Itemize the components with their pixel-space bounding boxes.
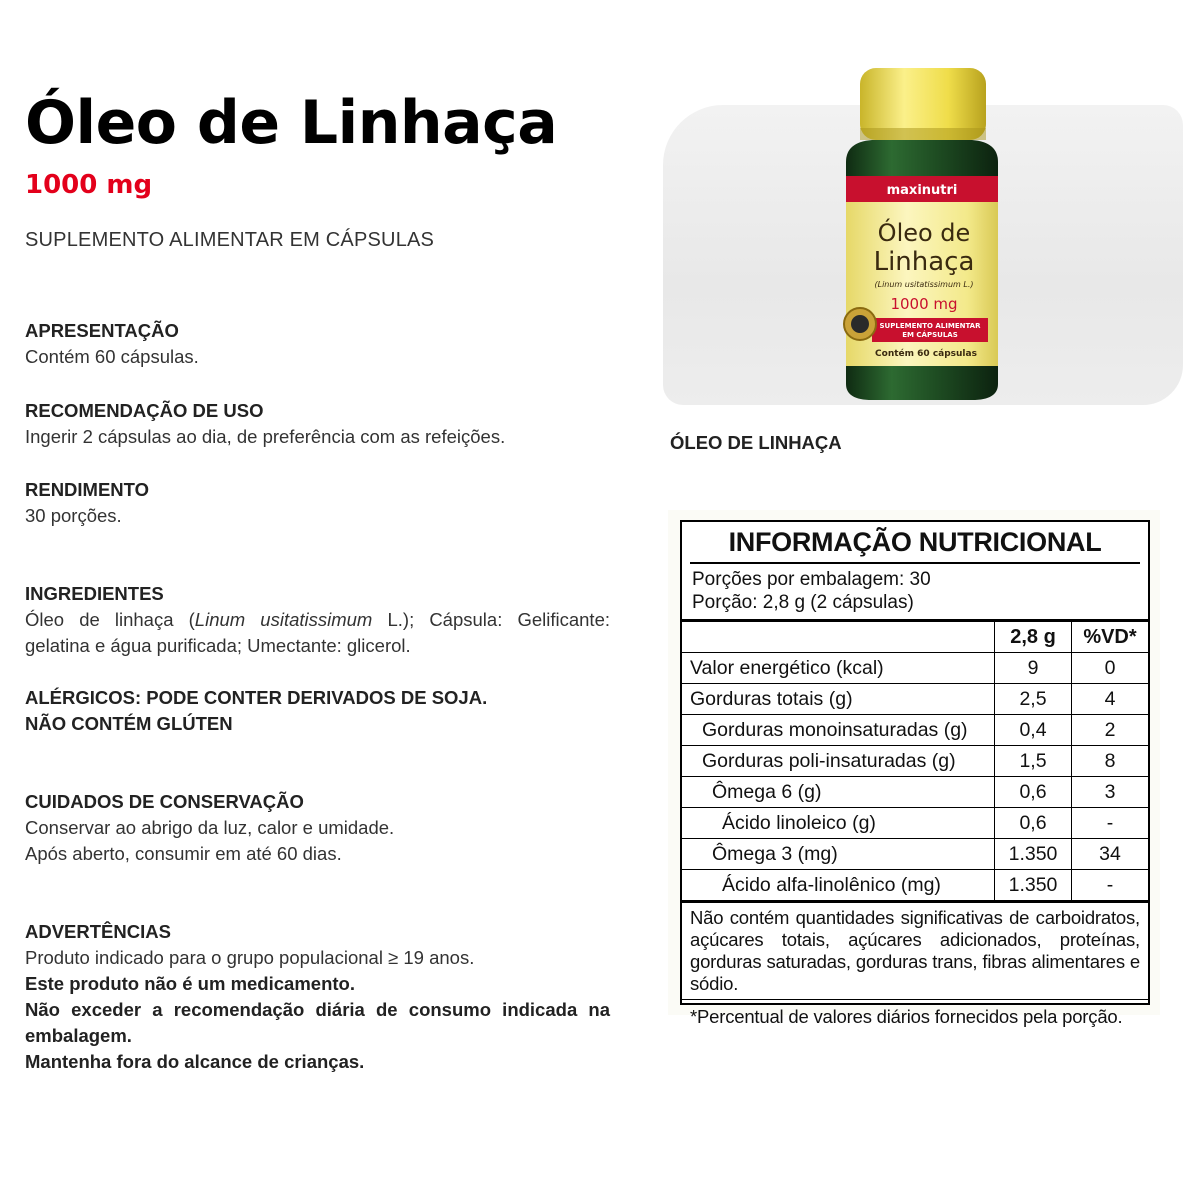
nutrition-row bbox=[682, 746, 1148, 777]
section-heading: RENDIMENTO bbox=[25, 479, 150, 500]
section-heading: CUIDADOS DE CONSERVAÇÃO bbox=[25, 791, 304, 812]
nutrition-row bbox=[682, 839, 1148, 870]
section-alergicos bbox=[25, 685, 610, 737]
nutrient-dv: 34 bbox=[1072, 839, 1149, 870]
serving-size: Porção: 2,8 g (2 cápsulas) bbox=[692, 592, 914, 613]
bottle-dose: 1000 mg bbox=[890, 295, 958, 313]
header-amount: 2,8 g bbox=[995, 622, 1072, 653]
nutrition-serving-info bbox=[682, 564, 1148, 622]
nutrition-footnote: *Percentual de valores diários fornecidos pela porção. bbox=[690, 1006, 1123, 1027]
nutrition-row bbox=[682, 870, 1148, 902]
nutrient-dv: - bbox=[1072, 808, 1149, 839]
ingredients-text-end: L.); Cápsula: Gelificante: gelatina e água purificada; Umectante: glicerol. bbox=[25, 609, 610, 656]
nutrition-row bbox=[682, 777, 1148, 808]
allergen-warning: ALÉRGICOS: PODE CONTER DERIVADOS DE SOJA. bbox=[25, 687, 488, 708]
servings-per-pack: Porções por embalagem: 30 bbox=[692, 569, 931, 590]
nutrient-amount: 0,6 bbox=[995, 808, 1072, 839]
section-text: Conservar ao abrigo da luz, calor e umidade. bbox=[25, 817, 395, 838]
section-recomendacao bbox=[25, 398, 610, 450]
section-text: Ingerir 2 cápsulas ao dia, de preferência com as refeições. bbox=[25, 426, 506, 447]
nutrition-row bbox=[682, 808, 1148, 839]
section-rendimento bbox=[25, 477, 610, 529]
nutrient-dv: 3 bbox=[1072, 777, 1149, 808]
warning-not-medicine: Este produto não é um medicamento. bbox=[25, 973, 355, 994]
nutrient-label: Gorduras totais (g) bbox=[682, 684, 995, 715]
nutrient-label: Ômega 6 (g) bbox=[682, 777, 995, 808]
nutrient-label: Ácido linoleico (g) bbox=[682, 808, 995, 839]
warning-dose-limit: Não exceder a recomendação diária de consumo indicada na embalagem. bbox=[25, 999, 610, 1046]
nutrient-label: Gorduras poli-insaturadas (g) bbox=[682, 746, 995, 777]
section-heading: ADVERTÊNCIAS bbox=[25, 921, 171, 942]
bottle-name-line2: Linhaça bbox=[873, 247, 975, 277]
product-caption: ÓLEO DE LINHAÇA bbox=[670, 432, 842, 453]
section-ingredientes bbox=[25, 581, 610, 659]
nutrition-row bbox=[682, 684, 1148, 715]
bottle-contents: Contém 60 cápsulas bbox=[875, 349, 977, 359]
section-heading: RECOMENDAÇÃO DE USO bbox=[25, 400, 264, 421]
nutrient-label: Ômega 3 (mg) bbox=[682, 839, 995, 870]
ingredients-text bbox=[25, 607, 610, 659]
header-daily-value: %VD* bbox=[1072, 622, 1149, 653]
nutrient-amount: 1,5 bbox=[995, 746, 1072, 777]
section-advertencias bbox=[25, 919, 610, 1075]
nutrition-row bbox=[682, 653, 1148, 684]
gluten-notice: NÃO CONTÉM GLÚTEN bbox=[25, 713, 233, 734]
section-text: 30 porções. bbox=[25, 505, 122, 526]
product-title: Óleo de Linhaça bbox=[25, 88, 558, 158]
bottle-band-line1: SUPLEMENTO ALIMENTAR bbox=[879, 322, 981, 330]
nutrient-amount: 0,4 bbox=[995, 715, 1072, 746]
section-heading: APRESENTAÇÃO bbox=[25, 320, 179, 341]
nutrition-facts-table bbox=[680, 520, 1150, 1027]
nutrient-amount: 1.350 bbox=[995, 839, 1072, 870]
section-heading: INGREDIENTES bbox=[25, 583, 164, 604]
nutrient-dv: 4 bbox=[1072, 684, 1149, 715]
bottle-brand: maxinutri bbox=[886, 183, 958, 198]
nutrient-dv: 8 bbox=[1072, 746, 1149, 777]
nutrient-dv: 2 bbox=[1072, 715, 1149, 746]
header-blank bbox=[682, 622, 995, 653]
nutrition-note: Não contém quantidades significativas de carboidratos, açúcares totais, açúcares adicionados, proteínas, gorduras saturadas, gorduras trans, fibras alimentares e sódio. bbox=[682, 903, 1148, 1000]
nutrition-header-row bbox=[682, 622, 1148, 653]
nutrient-dv: - bbox=[1072, 870, 1149, 902]
section-text: Após aberto, consumir em até 60 dias. bbox=[25, 843, 342, 864]
section-conservacao bbox=[25, 789, 610, 867]
section-apresentacao bbox=[25, 318, 610, 370]
nutrient-label: Gorduras monoinsaturadas (g) bbox=[682, 715, 995, 746]
bottle-latin: (Linum usitatissimum L.) bbox=[874, 280, 974, 289]
nutrient-label: Ácido alfa-linolênico (mg) bbox=[682, 870, 995, 902]
product-dose: 1000 mg bbox=[25, 170, 153, 200]
nutrient-dv: 0 bbox=[1072, 653, 1149, 684]
nutrition-rows bbox=[682, 622, 1148, 903]
section-text: Contém 60 cápsulas. bbox=[25, 346, 199, 367]
product-subtitle: SUPLEMENTO ALIMENTAR EM CÁPSULAS bbox=[25, 229, 435, 251]
nutrient-amount: 9 bbox=[995, 653, 1072, 684]
nutrition-row bbox=[682, 715, 1148, 746]
bottle-name-line1: Óleo de bbox=[877, 219, 971, 247]
nutrient-amount: 2,5 bbox=[995, 684, 1072, 715]
ingredients-latin-name: Linum usitatissimum bbox=[194, 609, 373, 630]
warning-children: Mantenha fora do alcance de crianças. bbox=[25, 1051, 365, 1072]
nutrient-amount: 0,6 bbox=[995, 777, 1072, 808]
product-bottle-image bbox=[832, 66, 1012, 402]
ingredients-text-start: Óleo de linhaça ( bbox=[25, 609, 195, 630]
nutrient-label: Valor energético (kcal) bbox=[682, 653, 995, 684]
nutrition-title: INFORMAÇÃO NUTRICIONAL bbox=[690, 522, 1140, 564]
nutrient-amount: 1.350 bbox=[995, 870, 1072, 902]
section-text: Produto indicado para o grupo populacional ≥ 19 anos. bbox=[25, 947, 475, 968]
bottle-band-line2: EM CÁPSULAS bbox=[902, 331, 958, 339]
